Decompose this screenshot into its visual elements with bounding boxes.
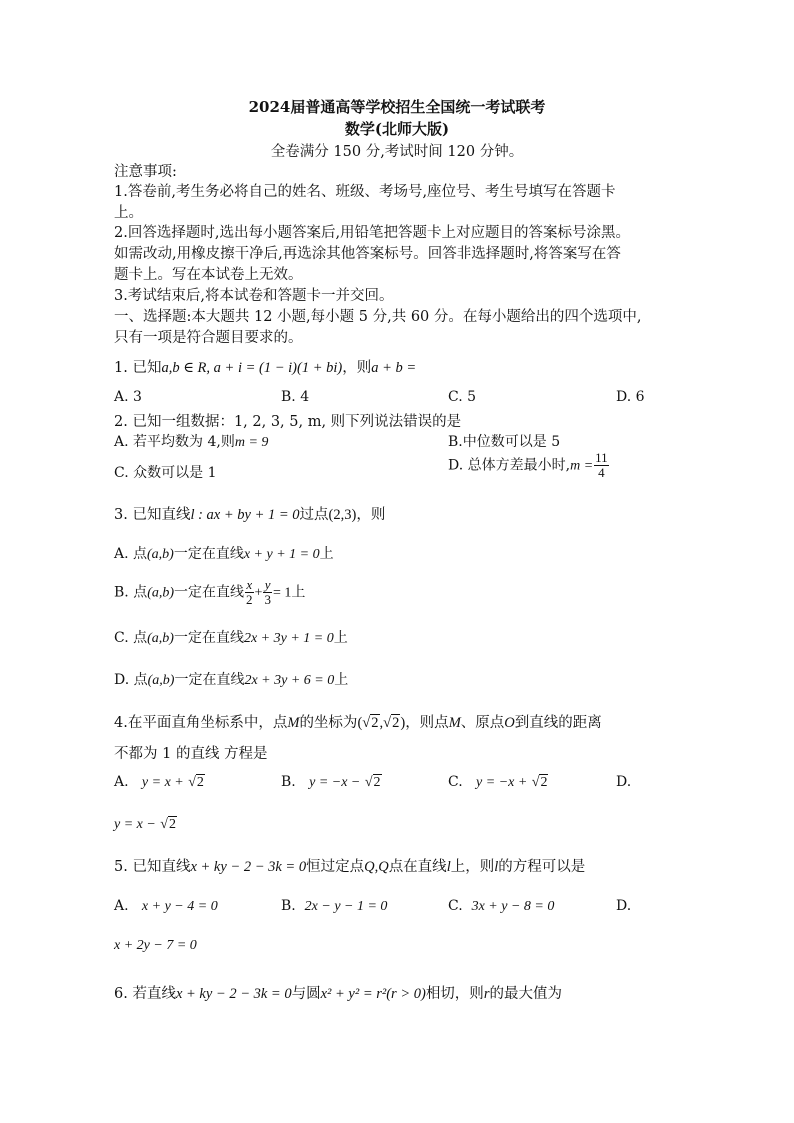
question-2-stem: 2. 已知一组数据：1, 2, 3, 5, m, 则下列说法错误的是 [114, 414, 462, 430]
math-expression: a,b ∈ R, a + i = (1 − i)(1 + bi) [161, 360, 343, 376]
fraction: $\frac{11}{4}$ [595, 450, 608, 480]
sqrt: √2 [531, 775, 548, 790]
sqrt: √2 [364, 775, 381, 790]
exam-title: 2024届普通高等学校招生全国统一考试联考 [248, 98, 546, 116]
note-2-line-2: 如需改动,用橡皮擦干净后,再选涂其他答案标号。回答非选择题时,将答案写在答 [114, 246, 621, 262]
q1-option-c: C. 5 [448, 389, 477, 405]
q5-option-c: C. 3x + y − 8 = 0 [448, 898, 555, 914]
q2-option-c: C. 众数可以是 1 [114, 465, 217, 481]
question-number: 1. [114, 360, 128, 376]
sqrt: √2 [362, 715, 379, 731]
q2-option-a: A. 若平均数为 4,则m = 9 [114, 434, 269, 450]
q5-option-d: x + 2y − 7 = 0 [114, 938, 197, 953]
question-1-stem: 1. 已知a,b ∈ R, a + i = (1 − i)(1 + bi)，则a + b = [114, 360, 417, 376]
q1-option-a: A. 3 [114, 389, 142, 405]
question-4-stem: 4.在平面直角坐标系中，点M的坐标为(√2,√2)，则点M、原点O到直线的距离 [114, 715, 602, 731]
q4-option-c: C. y = −x + √2 [448, 774, 548, 790]
q3-option-d: D. 点(a,b)一定在直线2x + 3y + 6 = 0上 [114, 672, 349, 688]
q4-option-d-label: D. [616, 774, 632, 790]
fraction: $\frac{x}{2}$ [246, 577, 253, 607]
q4-option-d: y = x − √2 [114, 817, 176, 832]
sqrt: √2 [160, 817, 176, 832]
note-2-line-3: 题卡上。写在本试卷上无效。 [114, 267, 303, 283]
q5-option-a: A. x + y − 4 = 0 [114, 898, 218, 914]
section-1-line-1: 一、选择题:本大题共 12 小题,每小题 5 分,共 60 分。在每小题给出的四个选项中, [114, 309, 642, 325]
q4-option-b: B. y = −x − √2 [281, 774, 381, 790]
exam-info: 全卷满分 150 分,考试时间 120 分钟。 [270, 144, 524, 160]
note-2-line-1: 2.回答选择题时,选出每小题答案后,用铅笔把答题卡上对应题目的答案标号涂黑。 [114, 225, 631, 241]
question-3-stem: 3. 已知直线l : ax + by + 1 = 0过点(2,3)，则 [114, 507, 386, 523]
question-4-stem-2: 不都为 1 的直线 方程是 [114, 746, 268, 762]
q1-option-b: B. 4 [281, 389, 310, 405]
q4-option-a: A. y = x + √2 [114, 774, 204, 790]
note-1-line-1: 1.答卷前,考生务必将自己的姓名、班级、考场号,座位号、考生号填写在答题卡 [114, 184, 616, 200]
question-6-stem: 6. 若直线x + ky − 2 − 3k = 0与圆x² + y² = r²(r > 0)相切，则r的最大值为 [114, 986, 562, 1002]
q3-option-a: A. 点(a,b)一定在直线x + y + 1 = 0上 [114, 546, 334, 562]
q2-option-b: B.中位数可以是 5 [448, 434, 561, 450]
note-1-line-2: 上。 [114, 205, 143, 221]
notes-heading: 注意事项: [114, 164, 177, 180]
q1-option-d: D. 6 [616, 389, 645, 405]
question-5-stem: 5. 已知直线x + ky − 2 − 3k = 0恒过定点Q,Q点在直线l上，则l的方程可以是 [114, 859, 586, 875]
fraction: $\frac{y}{3}$ [264, 577, 271, 607]
note-3: 3.考试结束后,将本试卷和答题卡一并交回。 [114, 288, 394, 304]
exam-subtitle: 数学(北师大版) [344, 120, 450, 138]
sqrt: √2 [383, 715, 400, 731]
q5-option-b: B. 2x − y − 1 = 0 [281, 898, 388, 914]
q5-option-d-label: D. [616, 898, 632, 914]
sqrt: √2 [188, 775, 204, 790]
section-1-line-2: 只有一项是符合题目要求的。 [114, 330, 303, 346]
q2-option-d: D. 总体方差最小时,m = $\frac{11}{4}$ [448, 450, 608, 480]
q3-option-c: C. 点(a,b)一定在直线2x + 3y + 1 = 0上 [114, 630, 348, 646]
q3-option-b: B. 点(a,b)一定在直线 $\frac{x}{2}$ + $\frac{y}{3}$ = 1上 [114, 577, 306, 607]
math-expression: a + b = [371, 360, 417, 376]
